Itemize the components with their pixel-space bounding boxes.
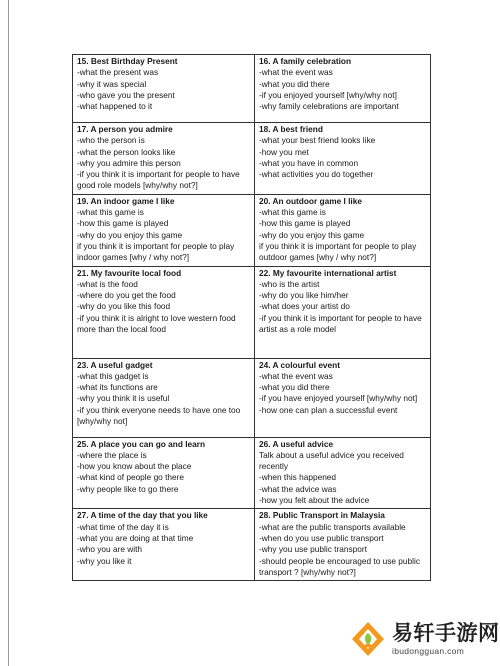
topic-title: 18. A best friend: [259, 124, 323, 134]
topic-title: 25. A place you can go and learn: [77, 438, 206, 449]
topic-prompt-line: -if you think everyone needs to have one too [why/why not]: [77, 404, 241, 427]
topic-card: [73, 437, 255, 509]
topic-prompt-line: -where do you get the food: [77, 290, 176, 301]
topic-prompt-line: -why do you enjoy this game: [77, 229, 183, 240]
topic-prompt-line: -how this game is played: [77, 218, 169, 229]
topic-prompt-line: -what the present was: [77, 67, 159, 78]
topic-prompt-line: -what the event was: [259, 67, 333, 78]
topic-prompt-line: -what is the food: [77, 278, 138, 289]
topic-prompt-line: -what this game is: [77, 207, 144, 218]
topic-card: [255, 437, 431, 509]
topic-prompt-line: -what does your artist do: [259, 301, 350, 312]
table-row: [73, 194, 431, 266]
topic-prompt-line: -who is the artist: [259, 278, 320, 289]
topic-prompt-line: -if you enjoyed yourself [why/why not]: [259, 89, 397, 100]
topic-card: [73, 55, 255, 123]
page-left-edge: [8, 0, 9, 666]
topic-prompt-line: -what this gadget is: [77, 370, 149, 381]
watermark-text: [392, 620, 500, 656]
topic-prompt-line: -why you use public transport: [259, 544, 367, 555]
topic-prompt-line: -what the event was: [259, 370, 333, 381]
topic-title: 28. Public Transport in Malaysia: [259, 510, 385, 521]
topic-prompt-line: -how you know about the place: [77, 461, 192, 472]
table-row: [73, 437, 431, 509]
watermark-name: 易轩手游网: [392, 620, 500, 645]
topic-card: [73, 358, 255, 437]
topic-prompt-line: -what happened to it: [77, 101, 153, 112]
topic-prompt-line: -what kind of people go there: [77, 472, 185, 483]
topic-card: [255, 194, 431, 266]
topic-title: 22. My favourite international artist: [259, 267, 397, 278]
table-row: [73, 55, 431, 123]
topic-prompt-line: -what your best friend looks like: [259, 135, 376, 146]
topic-prompt-line: -if you think it is important for people to have artist as a role model: [259, 312, 422, 335]
topic-prompt-line: -why do you like this food: [77, 301, 171, 312]
speaking-topics-table: [72, 54, 431, 581]
topic-prompt-line: -how one can plan a successful event: [259, 404, 398, 415]
topic-title: 15. Best Birthday Present: [77, 56, 178, 66]
topic-card: [255, 509, 431, 581]
topic-prompt-line: -how this game is played: [259, 218, 351, 229]
topic-prompt-line: -what the advice was: [259, 483, 337, 494]
topic-prompt-line: -how you met: [259, 146, 309, 157]
watermark-url: ibudongguan.com: [392, 645, 465, 656]
table-row: [73, 123, 431, 195]
topic-prompt-line: if you think it is important for people to play indoor games [why / why not?]: [77, 240, 235, 263]
table-row: [73, 266, 431, 358]
topic-prompt-line: -why people like to go there: [77, 483, 179, 494]
topic-prompt-line: -if you think it is alright to love western food more than the local food: [77, 312, 236, 335]
topic-title: 20. An outdoor game I like: [259, 195, 362, 206]
topic-card: [255, 55, 431, 123]
topic-card: [255, 358, 431, 437]
topic-prompt-line: -what its functions are: [77, 382, 158, 393]
topic-title: 23. A useful gadget: [77, 359, 153, 370]
topic-prompt-line: -what you have in common: [259, 157, 359, 168]
topic-title: 24. A colourful event: [259, 359, 340, 370]
topic-prompt-line: -what the person looks like: [77, 146, 176, 157]
site-logo-icon: [348, 619, 388, 659]
topic-prompt-line: -if you have enjoyed yourself [why/why not]: [259, 393, 418, 404]
topic-prompt-line: -what activities you do together: [259, 169, 374, 180]
topic-prompt-line: -what you are doing at that time: [77, 532, 194, 543]
topic-card: [73, 123, 255, 195]
topic-prompt-line: -why do you like him/her: [259, 290, 349, 301]
topic-prompt-line: -why do you enjoy this game: [259, 229, 365, 240]
topic-prompt-line: -why you admire this person: [77, 157, 181, 168]
topic-prompt-line: -where the place is: [77, 449, 147, 460]
topic-title: 26. A useful advice: [259, 438, 334, 449]
topic-prompt-line: -what you did there: [259, 382, 330, 393]
topic-prompt-line: -who gave you the present: [77, 89, 175, 100]
topic-title: 19. An indoor game I like: [77, 195, 175, 206]
topic-prompt-line: -what you did there: [259, 78, 330, 89]
topic-title: 17. A person you admire: [77, 124, 173, 134]
topic-prompt-line: -what are the public transports available: [259, 521, 406, 532]
topic-prompt-line: -when do you use public transport: [259, 532, 384, 543]
topic-title: 16. A family celebration: [259, 56, 352, 66]
table-row: [73, 358, 431, 437]
topic-prompt-line: -who the person is: [77, 135, 145, 146]
topic-prompt-line: -who you are with: [77, 544, 143, 555]
topic-title: 21. My favourite local food: [77, 267, 182, 278]
topic-prompt-line: -why you think it is useful: [77, 393, 170, 404]
topic-card: [73, 509, 255, 581]
topic-prompt-line: -what this game is: [259, 207, 326, 218]
topic-prompt-line: Talk about a useful advice you received recently: [259, 449, 404, 472]
topic-card: [255, 123, 431, 195]
topic-card: [73, 194, 255, 266]
topic-prompt-line: -why you like it: [77, 555, 132, 566]
topic-card: [73, 266, 255, 358]
topic-prompt-line: -why family celebrations are important: [259, 101, 399, 112]
topic-prompt-line: -how you felt about the advice: [259, 495, 370, 506]
topic-prompt-line: -if you think it is important for people to have good role models [why/why not?]: [77, 169, 240, 191]
topic-prompt-line: if you think it is important for people to play outdoor games [why / why not?]: [259, 240, 417, 263]
topic-card: [255, 266, 431, 358]
topic-prompt-line: -should people be encouraged to use public transport ? [why/why not?]: [259, 555, 420, 577]
topic-prompt-line: -what time of the day it is: [77, 521, 169, 532]
table-row: [73, 509, 431, 581]
topic-prompt-line: -why it was special: [77, 78, 147, 89]
topic-prompt-line: -when this happened: [259, 472, 337, 483]
topic-title: 27. A time of the day that you like: [77, 510, 208, 521]
site-watermark: [342, 612, 500, 666]
